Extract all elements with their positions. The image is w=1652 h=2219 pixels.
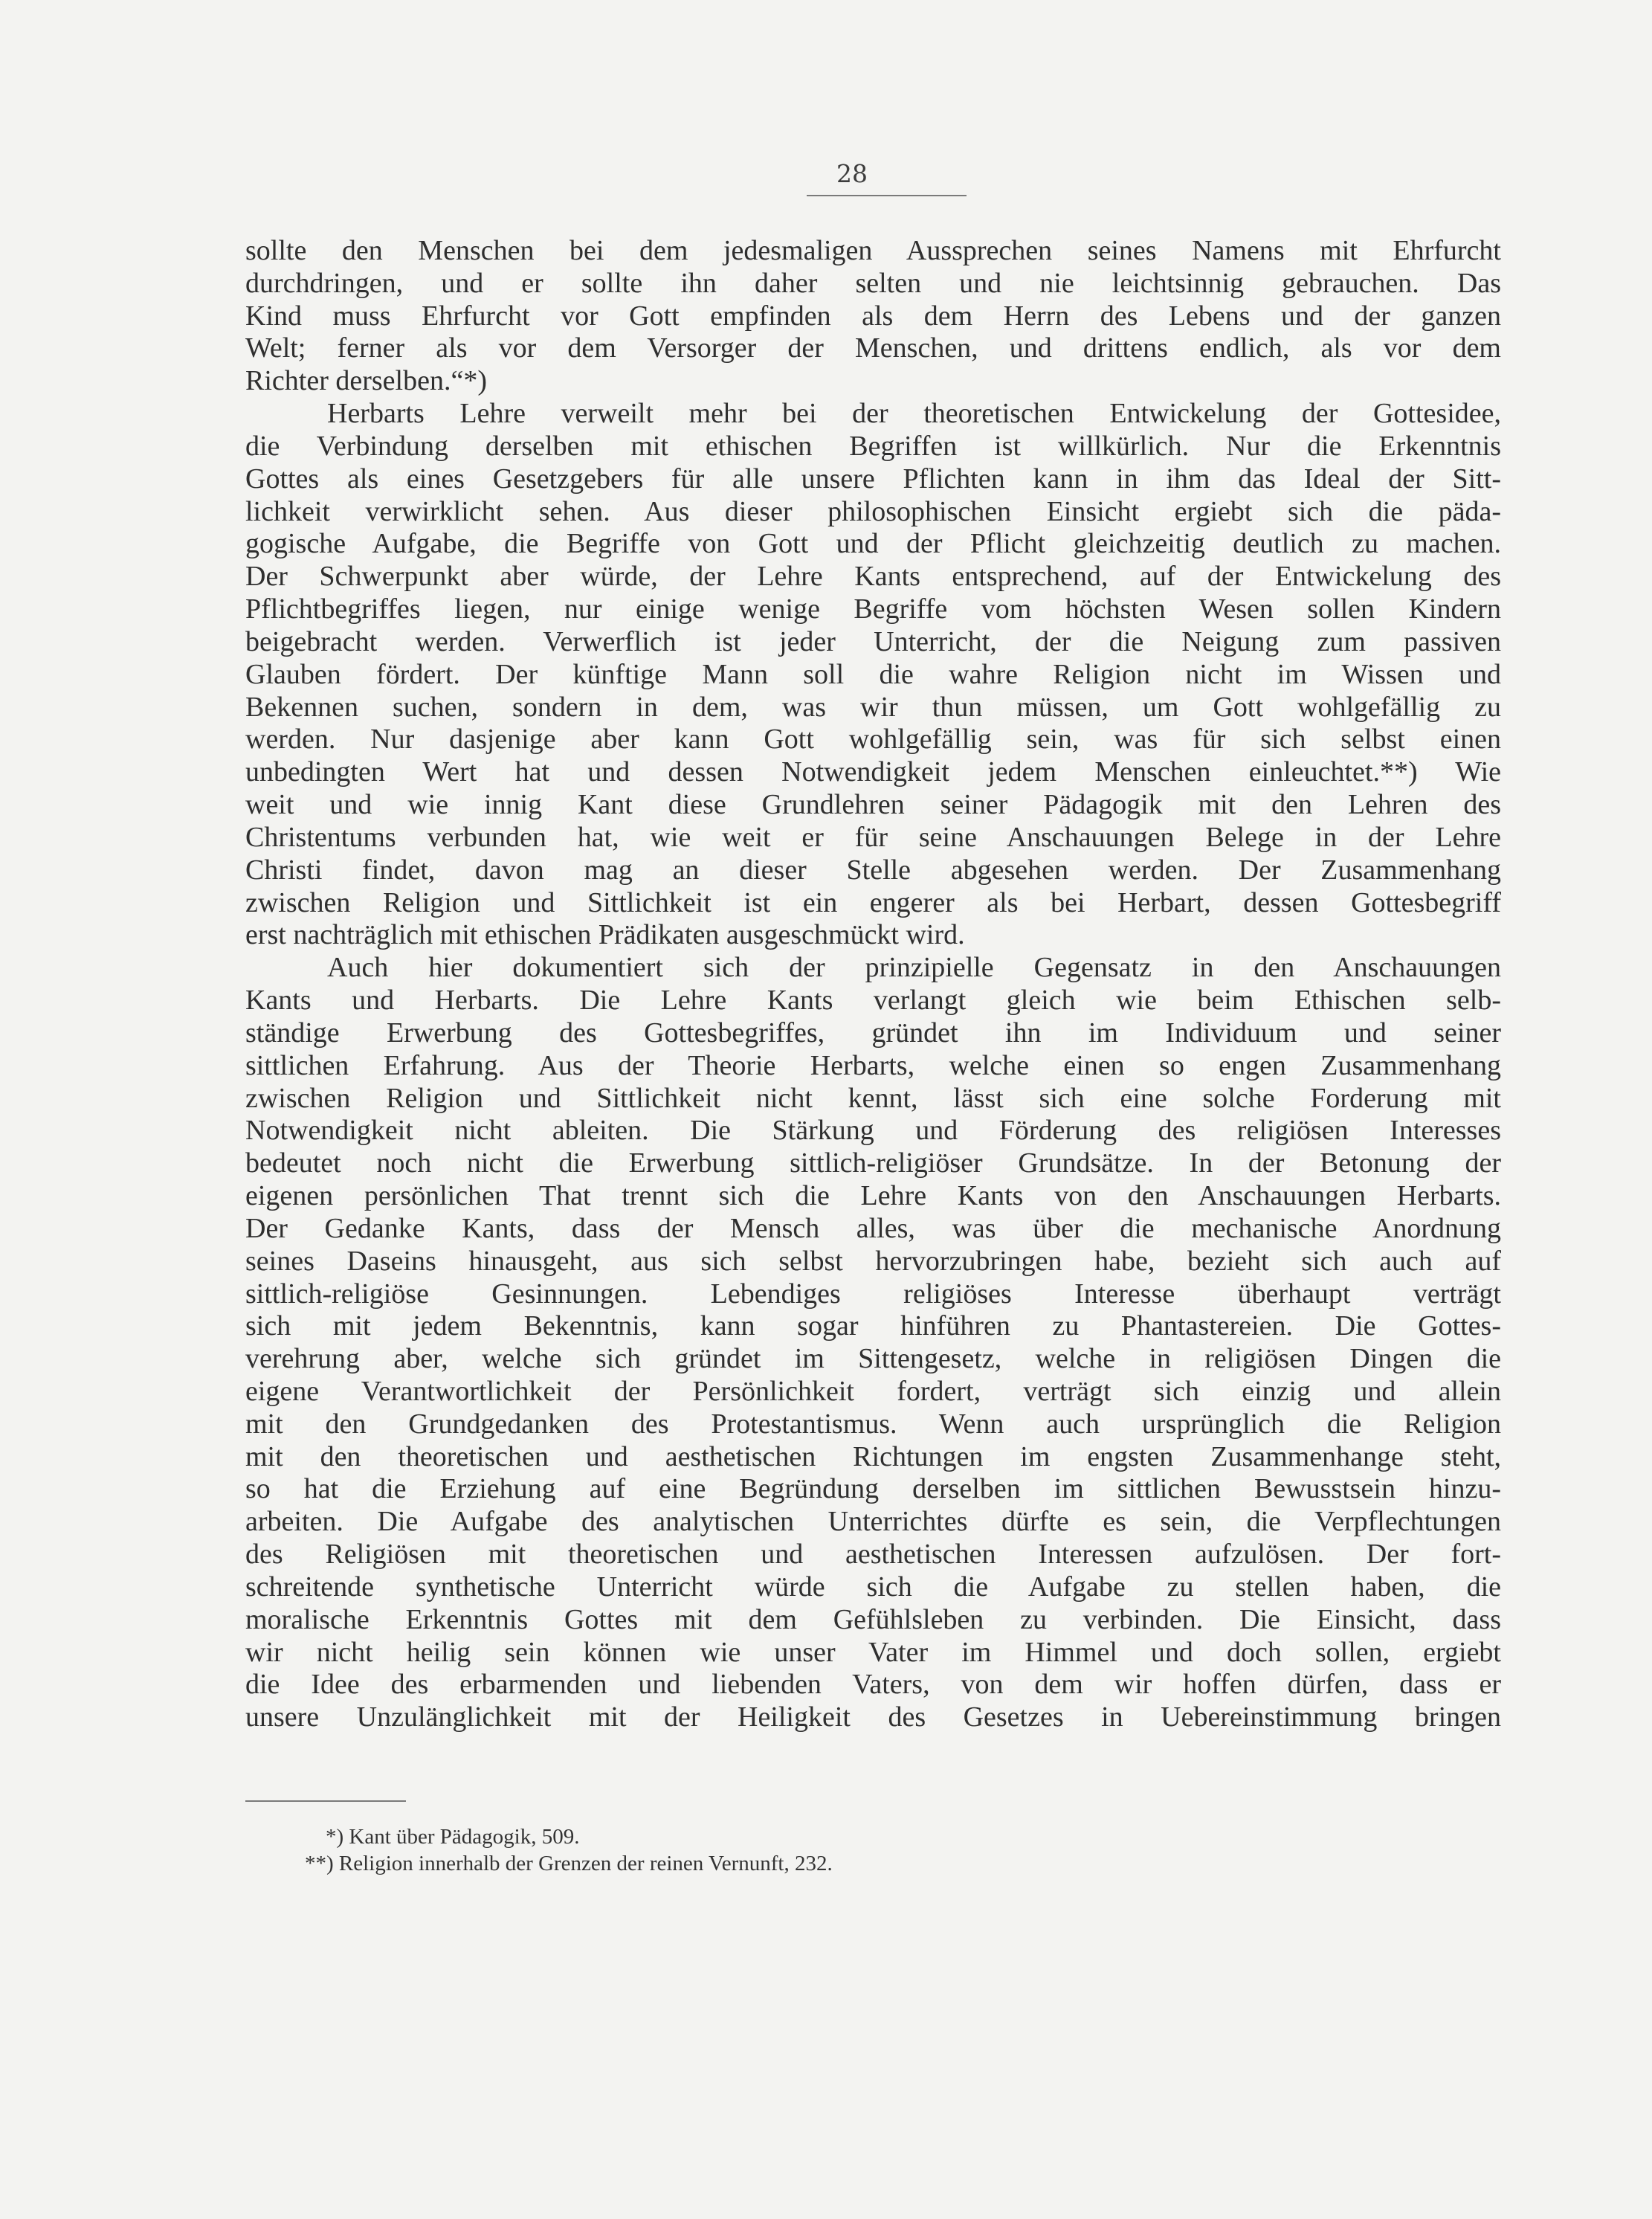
text-line: wir nicht heilig sein können wie unser Vater im Himmel und doch sollen, ergiebt xyxy=(245,1636,1501,1668)
text-line: Der Gedanke Kants, dass der Mensch alles, was über die mechanische Anordnung xyxy=(245,1212,1501,1244)
text-line: Welt; ferner als vor dem Versorger der Menschen, und drittens endlich, als vor dem xyxy=(245,332,1501,364)
text-line: Kants und Herbarts. Die Lehre Kants verlangt gleich wie beim Ethischen selb- xyxy=(245,985,1501,1017)
text-line: des Religiösen mit theoretischen und aesthetischen Interessen aufzulösen. Der fort- xyxy=(245,1539,1501,1571)
text-line: zwischen Religion und Sittlichkeit nicht kennt, lässt sich eine solche Forderung mit xyxy=(245,1082,1501,1114)
text-line: Pflichtbegriffes liegen, nur einige wenige Begriffe vom höchsten Wesen sollen Kindern xyxy=(245,593,1501,625)
text-line: Herbarts Lehre verweilt mehr bei der theoretischen Entwickelung der Gottesidee, xyxy=(327,398,1501,430)
text-line: ständige Erwerbung des Gottesbegriffes, gründet ihn im Individuum und seiner xyxy=(245,1017,1501,1049)
text-line: zwischen Religion und Sittlichkeit ist ein engerer als bei Herbart, dessen Gottesbegriff xyxy=(245,886,1501,918)
footnotes xyxy=(305,1823,1197,1877)
text-line: arbeiten. Die Aufgabe des analytischen Unterrichtes dürfte es sein, die Verpflechtungen xyxy=(245,1506,1501,1538)
text-line: unsere Unzulänglichkeit mit der Heiligkeit des Gesetzes in Uebereinstimmung bringen xyxy=(245,1701,1501,1733)
text-line: Bekennen suchen, sondern in dem, was wir thun müssen, um Gott wohlgefällig zu xyxy=(245,691,1501,723)
text-line: sollte den Menschen bei dem jedesmaligen Aussprechen seines Namens mit Ehrfurcht xyxy=(245,235,1501,266)
header-rule xyxy=(807,195,967,196)
text-line: Richter derselben.“*) xyxy=(245,365,487,397)
text-line: eigene Verantwortlichkeit der Persönlichkeit fordert, verträgt sich einzig und allein xyxy=(245,1375,1501,1407)
text-line: mit den Grundgedanken des Protestantismus. Wenn auch ursprünglich die Religion xyxy=(245,1408,1501,1440)
text-line: werden. Nur dasjenige aber kann Gott wohlgefällig sein, was für sich selbst einen xyxy=(245,724,1501,756)
body-text xyxy=(245,235,1501,1734)
text-line: sittlichen Erfahrung. Aus der Theorie Herbarts, welche einen so engen Zusammenhang xyxy=(245,1049,1501,1081)
text-line: unbedingten Wert hat und dessen Notwendigkeit jedem Menschen einleuchtet.**) Wie xyxy=(245,756,1501,788)
text-line: erst nachträglich mit ethischen Prädikaten ausgeschmückt wird. xyxy=(245,919,965,951)
text-line: seines Daseins hinausgeht, aus sich selbst hervorzubringen habe, bezieht sich auch auf xyxy=(245,1245,1501,1277)
text-line: Auch hier dokumentiert sich der prinzipielle Gegensatz in den Anschauungen xyxy=(327,952,1501,984)
text-line: schreitende synthetische Unterricht würde sich die Aufgabe zu stellen haben, die xyxy=(245,1571,1501,1603)
text-line: mit den theoretischen und aesthetischen Richtungen im engsten Zusammenhange steht, xyxy=(245,1440,1501,1472)
text-line: bedeutet noch nicht die Erwerbung sittlich-religiöser Grundsätze. In der Betonung der xyxy=(245,1147,1501,1179)
text-line: durchdringen, und er sollte ihn daher selten und nie leichtsinnig gebrauchen. Das xyxy=(245,267,1501,299)
text-line: Glauben fördert. Der künftige Mann soll die wahre Religion nicht im Wissen und xyxy=(245,658,1501,690)
text-line: die Verbindung derselben mit ethischen Begriffen ist willkürlich. Nur die Erkenntnis xyxy=(245,430,1501,462)
text-line: so hat die Erziehung auf eine Begründung derselben im sittlichen Bewusstsein hinzu- xyxy=(245,1473,1501,1505)
footnote-rule xyxy=(245,1800,406,1802)
text-line: Notwendigkeit nicht ableiten. Die Stärkung und Förderung des religiösen Interesses xyxy=(245,1115,1501,1147)
text-line: moralische Erkenntnis Gottes mit dem Gefühlsleben zu verbinden. Die Einsicht, dass xyxy=(245,1603,1501,1635)
text-line: Christentums verbunden hat, wie weit er für seine Anschauungen Belege in der Lehre xyxy=(245,821,1501,853)
footnote: *) Kant über Pädagogik, 509. xyxy=(326,1825,580,1849)
text-line: gogische Aufgabe, die Begriffe von Gott und der Pflicht gleichzeitig deutlich zu machen. xyxy=(245,528,1501,560)
text-line: Der Schwerpunkt aber würde, der Lehre Kants entsprechend, auf der Entwickelung des xyxy=(245,561,1501,593)
text-line: die Idee des erbarmenden und liebenden Vaters, von dem wir hoffen dürfen, dass er xyxy=(245,1669,1501,1701)
text-line: verehrung aber, welche sich gründet im Sittengesetz, welche in religiösen Dingen die xyxy=(245,1343,1501,1375)
text-line: lichkeit verwirklicht sehen. Aus dieser philosophischen Einsicht ergiebt sich die päda- xyxy=(245,495,1501,527)
text-line: Kind muss Ehrfurcht vor Gott empfinden als dem Herrn des Lebens und der ganzen xyxy=(245,300,1501,332)
text-line: sittlich-religiöse Gesinnungen. Lebendiges religiöses Interesse überhaupt verträgt xyxy=(245,1278,1501,1310)
footnote: **) Religion innerhalb der Grenzen der reinen Vernunft, 232. xyxy=(305,1852,833,1875)
text-line: eigenen persönlichen That trennt sich die Lehre Kants von den Anschauungen Herbarts. xyxy=(245,1180,1501,1212)
text-line: sich mit jedem Bekenntnis, kann sogar hinführen zu Phantastereien. Die Gottes- xyxy=(245,1310,1501,1342)
text-line: Gottes als eines Gesetzgebers für alle unsere Pflichten kann in ihm das Ideal der Sitt- xyxy=(245,463,1501,495)
text-line: Christi findet, davon mag an dieser Stelle abgesehen werden. Der Zusammenhang xyxy=(245,854,1501,886)
page-number: 28 xyxy=(836,159,868,188)
text-line: weit und wie innig Kant diese Grundlehren seiner Pädagogik mit den Lehren des xyxy=(245,789,1501,821)
text-line: beigebracht werden. Verwerflich ist jeder Unterricht, der die Neigung zum passiven xyxy=(245,625,1501,657)
